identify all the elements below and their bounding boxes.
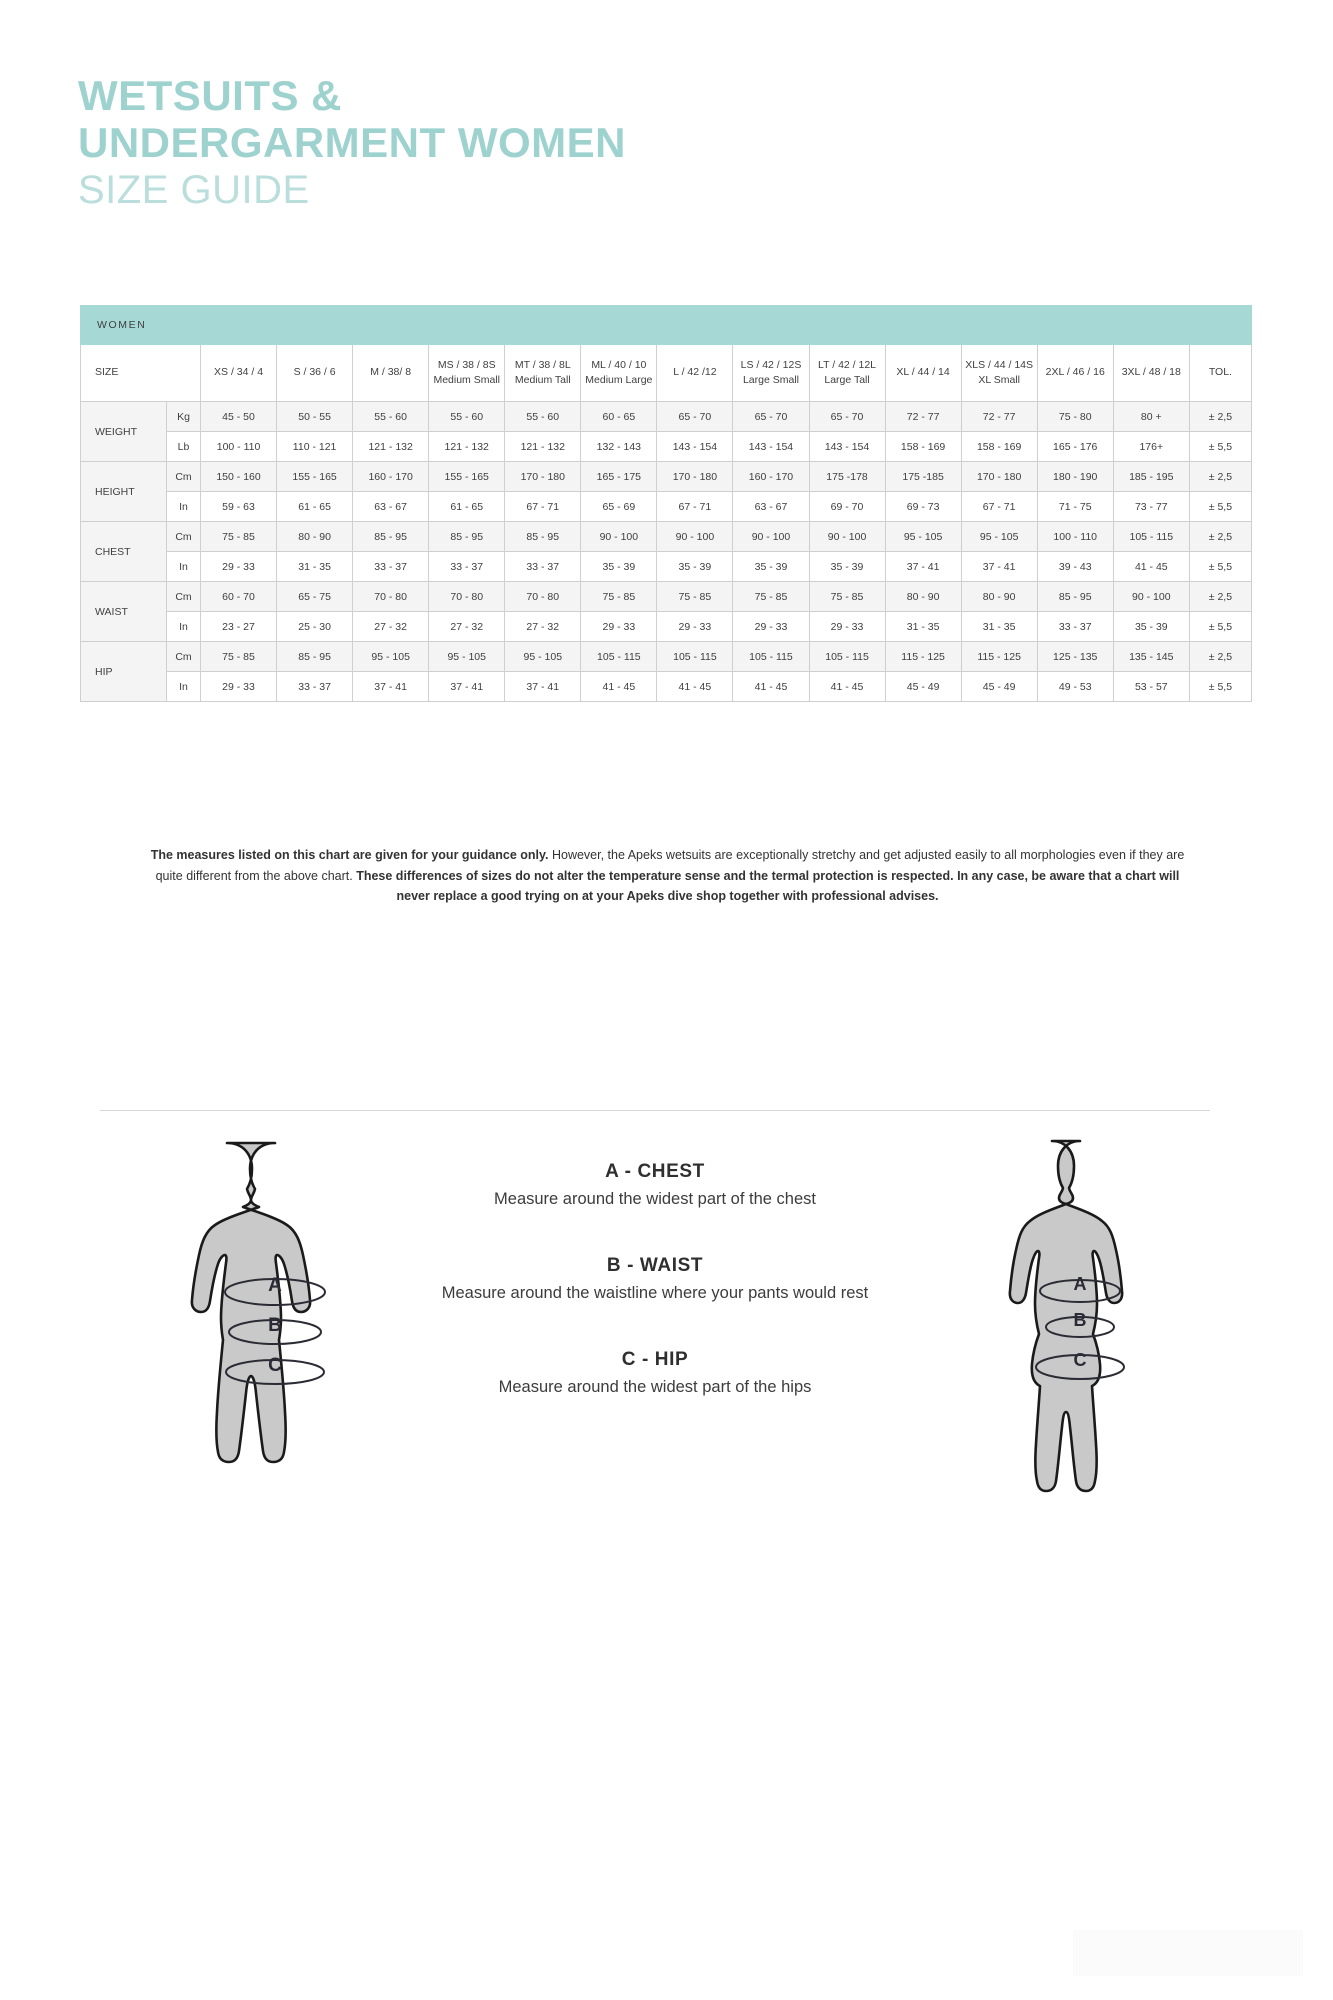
cell-3-1-10: 31 - 35 xyxy=(961,612,1037,642)
header-size-col-10: XLS / 44 / 14S XL Small xyxy=(961,345,1037,402)
disclaimer-text xyxy=(140,845,1195,907)
header-size-col-7: LS / 42 / 12S Large Small xyxy=(733,345,809,402)
cell-2-0-6: 90 - 100 xyxy=(657,522,733,552)
cell-2-0-7: 90 - 100 xyxy=(733,522,809,552)
measure-heading-hip: C - HIP xyxy=(621,1348,689,1370)
cell-0-0-2: 55 - 60 xyxy=(353,402,429,432)
cell-3-0-7: 75 - 85 xyxy=(733,582,809,612)
cell-2-1-0: 29 - 33 xyxy=(201,552,277,582)
title-line-2: UNDERGARMENT WOMEN xyxy=(78,119,626,167)
marker-c-female: C xyxy=(1073,1350,1087,1370)
size-chart-table xyxy=(80,305,1252,702)
cell-4-0-9: 115 - 125 xyxy=(885,642,961,672)
header-size-col-6: L / 42 /12 xyxy=(657,345,733,402)
cell-0-0-12: 80 + xyxy=(1113,402,1189,432)
cell-3-1-2: 27 - 32 xyxy=(353,612,429,642)
cell-2-1-8: 35 - 39 xyxy=(809,552,885,582)
cell-4-1-6: 41 - 45 xyxy=(657,672,733,702)
cell-1-0-8: 175 -178 xyxy=(809,462,885,492)
cell-4-1-0: 29 - 33 xyxy=(201,672,277,702)
cell-4-1-10: 45 - 49 xyxy=(961,672,1037,702)
cell-3-0-8: 75 - 85 xyxy=(809,582,885,612)
measurement-descriptions xyxy=(430,1161,880,1399)
cell-4-1-8: 41 - 45 xyxy=(809,672,885,702)
cell-0-0-6: 65 - 70 xyxy=(657,402,733,432)
cell-4-0-5: 105 - 115 xyxy=(581,642,657,672)
cell-3-0-1: 65 - 75 xyxy=(277,582,353,612)
header-size-col-11: 2XL / 46 / 16 xyxy=(1037,345,1113,402)
cell-tol-0-0: ± 2,5 xyxy=(1189,402,1251,432)
row-unit-3-1: In xyxy=(167,612,201,642)
cell-3-0-4: 70 - 80 xyxy=(505,582,581,612)
row-unit-4-1: In xyxy=(167,672,201,702)
marker-b-female: B xyxy=(1073,1310,1087,1330)
cell-2-1-4: 33 - 37 xyxy=(505,552,581,582)
cell-1-0-5: 165 - 175 xyxy=(581,462,657,492)
cell-4-1-7: 41 - 45 xyxy=(733,672,809,702)
header-size-col-4: MT / 38 / 8L Medium Tall xyxy=(505,345,581,402)
table-row xyxy=(81,582,1252,612)
cell-0-0-1: 50 - 55 xyxy=(277,402,353,432)
cell-1-0-1: 155 - 165 xyxy=(277,462,353,492)
cell-0-1-9: 158 - 169 xyxy=(885,432,961,462)
cell-3-0-11: 85 - 95 xyxy=(1037,582,1113,612)
cell-3-0-10: 80 - 90 xyxy=(961,582,1037,612)
cell-0-0-5: 60 - 65 xyxy=(581,402,657,432)
cell-1-0-6: 170 - 180 xyxy=(657,462,733,492)
cell-4-1-12: 53 - 57 xyxy=(1113,672,1189,702)
measure-desc-waist: Measure around the waistline where your pants would rest xyxy=(441,1283,869,1302)
cell-4-1-2: 37 - 41 xyxy=(353,672,429,702)
cell-3-0-6: 75 - 85 xyxy=(657,582,733,612)
cell-1-0-11: 180 - 190 xyxy=(1037,462,1113,492)
cell-2-1-11: 39 - 43 xyxy=(1037,552,1113,582)
header-size-col-8: LT / 42 / 12L Large Tall xyxy=(809,345,885,402)
row-group-label-4: HIP xyxy=(81,642,167,702)
cell-2-1-9: 37 - 41 xyxy=(885,552,961,582)
banner-women: WOMEN xyxy=(81,306,1252,345)
cell-4-0-3: 95 - 105 xyxy=(429,642,505,672)
cell-1-1-6: 67 - 71 xyxy=(657,492,733,522)
cell-2-1-2: 33 - 37 xyxy=(353,552,429,582)
cell-2-1-10: 37 - 41 xyxy=(961,552,1037,582)
cell-2-0-4: 85 - 95 xyxy=(505,522,581,552)
cell-3-0-2: 70 - 80 xyxy=(353,582,429,612)
header-size-label: SIZE xyxy=(81,345,201,402)
cell-2-0-2: 85 - 95 xyxy=(353,522,429,552)
cell-2-0-10: 95 - 105 xyxy=(961,522,1037,552)
cell-1-0-9: 175 -185 xyxy=(885,462,961,492)
cell-0-1-12: 176+ xyxy=(1113,432,1189,462)
footer-watermark xyxy=(1073,1930,1303,1976)
cell-2-1-12: 41 - 45 xyxy=(1113,552,1189,582)
page-title xyxy=(78,72,626,213)
cell-1-1-1: 61 - 65 xyxy=(277,492,353,522)
title-line-3: SIZE GUIDE xyxy=(78,168,310,213)
cell-1-1-11: 71 - 75 xyxy=(1037,492,1113,522)
cell-0-1-7: 143 - 154 xyxy=(733,432,809,462)
cell-1-0-2: 160 - 170 xyxy=(353,462,429,492)
table-header-row xyxy=(81,345,1252,402)
cell-1-0-10: 170 - 180 xyxy=(961,462,1037,492)
cell-3-1-1: 25 - 30 xyxy=(277,612,353,642)
cell-3-1-5: 29 - 33 xyxy=(581,612,657,642)
measure-desc-chest: Measure around the widest part of the chest xyxy=(494,1190,816,1208)
row-unit-4-0: Cm xyxy=(167,642,201,672)
cell-1-1-7: 63 - 67 xyxy=(733,492,809,522)
marker-b-male: B xyxy=(268,1315,282,1336)
table-row xyxy=(81,612,1252,642)
cell-2-0-3: 85 - 95 xyxy=(429,522,505,552)
cell-3-1-8: 29 - 33 xyxy=(809,612,885,642)
cell-0-0-0: 45 - 50 xyxy=(201,402,277,432)
header-size-col-5: ML / 40 / 10 Medium Large xyxy=(581,345,657,402)
cell-1-1-3: 61 - 65 xyxy=(429,492,505,522)
cell-4-0-8: 105 - 115 xyxy=(809,642,885,672)
header-size-col-1: S / 36 / 6 xyxy=(277,345,353,402)
table-row xyxy=(81,432,1252,462)
male-body-diagram xyxy=(160,1129,390,1554)
cell-0-0-4: 55 - 60 xyxy=(505,402,581,432)
row-unit-0-0: Kg xyxy=(167,402,201,432)
cell-0-0-3: 55 - 60 xyxy=(429,402,505,432)
table-row xyxy=(81,522,1252,552)
cell-0-1-3: 121 - 132 xyxy=(429,432,505,462)
cell-4-0-6: 105 - 115 xyxy=(657,642,733,672)
cell-0-1-4: 121 - 132 xyxy=(505,432,581,462)
cell-4-0-7: 105 - 115 xyxy=(733,642,809,672)
cell-2-1-1: 31 - 35 xyxy=(277,552,353,582)
disclaimer-normal-1: However, the Apeks wetsuits are exceptionally stretchy and get adjusted easily to all morphologies even if they are quite different from the above chart. xyxy=(155,848,1185,883)
cell-2-1-5: 35 - 39 xyxy=(581,552,657,582)
row-unit-1-1: In xyxy=(167,492,201,522)
cell-4-1-5: 41 - 45 xyxy=(581,672,657,702)
cell-4-0-10: 115 - 125 xyxy=(961,642,1037,672)
cell-4-1-9: 45 - 49 xyxy=(885,672,961,702)
cell-tol-0-1: ± 5,5 xyxy=(1189,432,1251,462)
table-row xyxy=(81,642,1252,672)
header-size-col-0: XS / 34 / 4 xyxy=(201,345,277,402)
row-group-label-0: WEIGHT xyxy=(81,402,167,462)
row-group-label-3: WAIST xyxy=(81,582,167,642)
cell-2-0-12: 105 - 115 xyxy=(1113,522,1189,552)
cell-0-0-9: 72 - 77 xyxy=(885,402,961,432)
cell-0-0-8: 65 - 70 xyxy=(809,402,885,432)
row-unit-2-1: In xyxy=(167,552,201,582)
cell-4-1-11: 49 - 53 xyxy=(1037,672,1113,702)
cell-3-1-3: 27 - 32 xyxy=(429,612,505,642)
cell-0-1-2: 121 - 132 xyxy=(353,432,429,462)
cell-2-1-3: 33 - 37 xyxy=(429,552,505,582)
cell-0-1-6: 143 - 154 xyxy=(657,432,733,462)
table-row xyxy=(81,552,1252,582)
disclaimer-bold-1: The measures listed on this chart are given for your guidance only. xyxy=(150,848,549,862)
measurement-guide-panel xyxy=(100,1110,1210,1581)
measure-heading-waist: B - WAIST xyxy=(606,1254,704,1276)
cell-3-1-0: 23 - 27 xyxy=(201,612,277,642)
cell-0-1-0: 100 - 110 xyxy=(201,432,277,462)
cell-1-1-9: 69 - 73 xyxy=(885,492,961,522)
cell-4-0-0: 75 - 85 xyxy=(201,642,277,672)
header-size-col-3: MS / 38 / 8S Medium Small xyxy=(429,345,505,402)
cell-2-0-0: 75 - 85 xyxy=(201,522,277,552)
cell-3-1-11: 33 - 37 xyxy=(1037,612,1113,642)
cell-tol-2-1: ± 5,5 xyxy=(1189,552,1251,582)
cell-1-1-8: 69 - 70 xyxy=(809,492,885,522)
cell-4-0-12: 135 - 145 xyxy=(1113,642,1189,672)
cell-0-0-10: 72 - 77 xyxy=(961,402,1037,432)
cell-1-1-12: 73 - 77 xyxy=(1113,492,1189,522)
measure-heading-chest: A - CHEST xyxy=(605,1161,705,1182)
table-banner-row xyxy=(81,306,1252,345)
cell-tol-1-1: ± 5,5 xyxy=(1189,492,1251,522)
female-body-diagram xyxy=(980,1129,1180,1554)
cell-tol-2-0: ± 2,5 xyxy=(1189,522,1251,552)
cell-tol-4-1: ± 5,5 xyxy=(1189,672,1251,702)
cell-3-1-12: 35 - 39 xyxy=(1113,612,1189,642)
measure-desc-hip: Measure around the widest part of the hips xyxy=(498,1377,812,1396)
cell-1-0-12: 185 - 195 xyxy=(1113,462,1189,492)
row-group-label-2: CHEST xyxy=(81,522,167,582)
cell-2-0-9: 95 - 105 xyxy=(885,522,961,552)
cell-tol-4-0: ± 2,5 xyxy=(1189,642,1251,672)
table-row xyxy=(81,672,1252,702)
cell-tol-3-0: ± 2,5 xyxy=(1189,582,1251,612)
header-size-col-9: XL / 44 / 14 xyxy=(885,345,961,402)
marker-a-female: A xyxy=(1073,1274,1087,1294)
cell-4-0-1: 85 - 95 xyxy=(277,642,353,672)
cell-1-1-5: 65 - 69 xyxy=(581,492,657,522)
table-row xyxy=(81,402,1252,432)
header-size-col-12: 3XL / 48 / 18 xyxy=(1113,345,1189,402)
cell-1-1-0: 59 - 63 xyxy=(201,492,277,522)
cell-1-1-4: 67 - 71 xyxy=(505,492,581,522)
cell-0-1-11: 165 - 176 xyxy=(1037,432,1113,462)
cell-1-0-0: 150 - 160 xyxy=(201,462,277,492)
cell-3-0-5: 75 - 85 xyxy=(581,582,657,612)
cell-2-1-7: 35 - 39 xyxy=(733,552,809,582)
disclaimer-bold-2: These differences of sizes do not alter the temperature sense and the termal protection is respected. In any case, be aware that a chart will never replace a good trying on at your Apeks dive shop together with professional advises. xyxy=(356,868,1180,904)
header-tolerance: TOL. xyxy=(1189,345,1251,402)
row-unit-1-0: Cm xyxy=(167,462,201,492)
marker-a-male: A xyxy=(268,1275,282,1296)
table-row xyxy=(81,462,1252,492)
cell-2-0-11: 100 - 110 xyxy=(1037,522,1113,552)
cell-1-1-2: 63 - 67 xyxy=(353,492,429,522)
cell-tol-3-1: ± 5,5 xyxy=(1189,612,1251,642)
cell-0-0-7: 65 - 70 xyxy=(733,402,809,432)
cell-0-1-8: 143 - 154 xyxy=(809,432,885,462)
cell-3-0-12: 90 - 100 xyxy=(1113,582,1189,612)
marker-c-male: C xyxy=(268,1355,282,1376)
cell-0-1-1: 110 - 121 xyxy=(277,432,353,462)
row-group-label-1: HEIGHT xyxy=(81,462,167,522)
cell-2-0-5: 90 - 100 xyxy=(581,522,657,552)
cell-1-1-10: 67 - 71 xyxy=(961,492,1037,522)
cell-2-0-1: 80 - 90 xyxy=(277,522,353,552)
cell-1-0-4: 170 - 180 xyxy=(505,462,581,492)
cell-4-1-1: 33 - 37 xyxy=(277,672,353,702)
row-unit-3-0: Cm xyxy=(167,582,201,612)
cell-2-1-6: 35 - 39 xyxy=(657,552,733,582)
cell-0-1-10: 158 - 169 xyxy=(961,432,1037,462)
cell-1-0-7: 160 - 170 xyxy=(733,462,809,492)
cell-4-0-4: 95 - 105 xyxy=(505,642,581,672)
table-row xyxy=(81,492,1252,522)
cell-3-0-0: 60 - 70 xyxy=(201,582,277,612)
cell-3-1-7: 29 - 33 xyxy=(733,612,809,642)
cell-tol-1-0: ± 2,5 xyxy=(1189,462,1251,492)
cell-4-0-11: 125 - 135 xyxy=(1037,642,1113,672)
cell-3-0-3: 70 - 80 xyxy=(429,582,505,612)
row-unit-2-0: Cm xyxy=(167,522,201,552)
row-unit-0-1: Lb xyxy=(167,432,201,462)
cell-3-1-9: 31 - 35 xyxy=(885,612,961,642)
cell-3-0-9: 80 - 90 xyxy=(885,582,961,612)
title-line-1: WETSUITS & xyxy=(78,72,342,119)
cell-3-1-6: 29 - 33 xyxy=(657,612,733,642)
cell-2-0-8: 90 - 100 xyxy=(809,522,885,552)
cell-0-1-5: 132 - 143 xyxy=(581,432,657,462)
cell-4-1-4: 37 - 41 xyxy=(505,672,581,702)
cell-4-1-3: 37 - 41 xyxy=(429,672,505,702)
cell-1-0-3: 155 - 165 xyxy=(429,462,505,492)
cell-3-1-4: 27 - 32 xyxy=(505,612,581,642)
header-size-col-2: M / 38/ 8 xyxy=(353,345,429,402)
cell-4-0-2: 95 - 105 xyxy=(353,642,429,672)
cell-0-0-11: 75 - 80 xyxy=(1037,402,1113,432)
